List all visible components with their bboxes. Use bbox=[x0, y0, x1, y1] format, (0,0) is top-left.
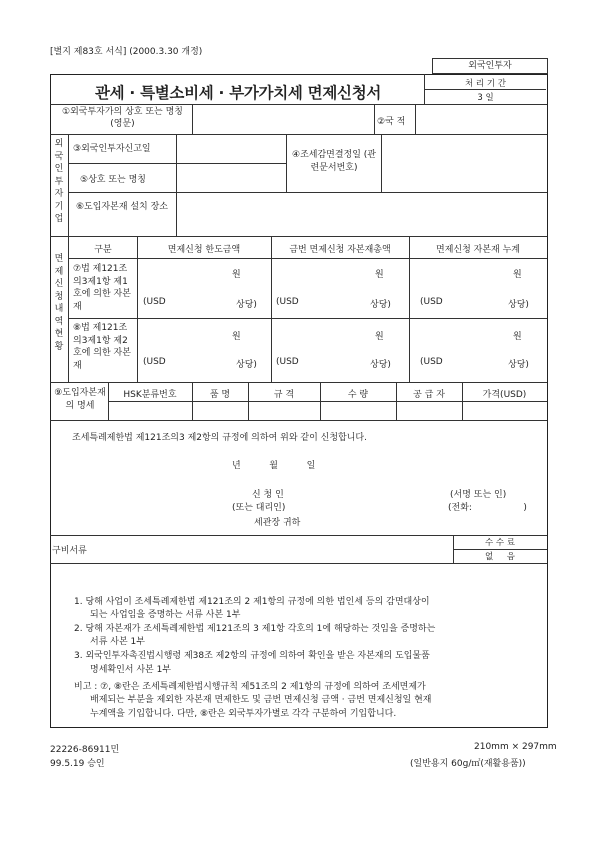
row-8-limit-won: 원 bbox=[232, 332, 241, 342]
goods-header-price: 가격(USD) bbox=[482, 390, 527, 400]
paper-size: 210mm × 297mm bbox=[474, 742, 557, 752]
row-7-current-won: 원 bbox=[375, 270, 384, 280]
doc-item-3: 3. 외국인투자촉진법시행령 제38조 제2항의 규정에 의하여 확인을 받은 자본재의 도입물품 bbox=[74, 651, 430, 661]
applicant-label: 신 청 인 bbox=[252, 490, 284, 500]
goods-spec-input[interactable] bbox=[250, 403, 318, 418]
fee-value: 없 음 bbox=[485, 552, 515, 562]
investment-report-date-label: ③외국인투자신고일 bbox=[73, 144, 151, 154]
row-7-current-usd: (USD bbox=[276, 297, 299, 307]
remark-line-2: 배제되는 부분을 제외한 자본재 면제한도 및 금번 면제신청 금액 · 금번 면제신청일 현재 bbox=[90, 695, 432, 705]
goods-supplier-input[interactable] bbox=[398, 403, 460, 418]
doc-item-2: 2. 당해 자본재가 조세특례제한법 제121조의 3 제1항 각호의 1에 해당하는 것임을 증명하는 bbox=[74, 624, 436, 634]
header-current-total: 금번 면제신청 자본재총액 bbox=[289, 245, 391, 255]
agent-label: (또는 대리인) bbox=[232, 503, 286, 513]
goods-header-spec: 규 격 bbox=[273, 390, 295, 400]
approval-date: 99.5.19 승인 bbox=[50, 759, 105, 769]
goods-price-input[interactable] bbox=[464, 403, 545, 418]
row-8-cumulative-won: 원 bbox=[513, 332, 522, 342]
nationality-input[interactable] bbox=[417, 106, 545, 132]
signature-label: (서명 또는 인) bbox=[450, 490, 507, 500]
row-7-label: ⑦법 제121조의3제1항 제1호에 의한 자본재 bbox=[73, 264, 131, 312]
header-cumulative: 면제신청 자본재 누계 bbox=[436, 245, 520, 255]
goods-header-quantity: 수 량 bbox=[347, 390, 369, 400]
company-name-label: ⑤상호 또는 명칭 bbox=[80, 175, 146, 185]
remark-line-1: 비고 : ⑦, ⑧란은 조세특례제한법시행규칙 제51조의 2 제1항의 규정에 의하여 조세면제가 bbox=[74, 682, 426, 692]
row-8-current-usd-eq: 상당) bbox=[370, 360, 391, 370]
tax-reduction-date-label: ④조세감면결정일 (관련문서번호) bbox=[292, 150, 376, 173]
row-7-limit-usd-eq: 상당) bbox=[236, 300, 257, 310]
investor-name-input[interactable] bbox=[194, 106, 372, 132]
row-8-limit-usd: (USD bbox=[143, 357, 166, 367]
customs-addressee: 세관장 귀하 bbox=[254, 518, 301, 528]
investment-report-date-input[interactable] bbox=[178, 136, 284, 162]
goods-header-supplier: 공 급 자 bbox=[413, 390, 445, 400]
row-8-current-usd: (USD bbox=[276, 357, 299, 367]
installation-place-label: ⑥도입자본재 설치 장소 bbox=[75, 202, 169, 212]
required-docs-label: 구비서류 bbox=[52, 546, 87, 556]
row-8-cumulative-usd: (USD bbox=[420, 357, 443, 367]
tax-reduction-date-input[interactable] bbox=[383, 136, 545, 190]
paper-type: (일반용지 60g/㎡(재활용품)) bbox=[410, 759, 526, 769]
doc-item-2-cont: 서류 사본 1부 bbox=[90, 637, 145, 647]
row-7-current-usd-eq: 상당) bbox=[370, 300, 391, 310]
declaration-date: 년 월 일 bbox=[232, 461, 316, 471]
doc-item-3-cont: 명세확인서 사본 1부 bbox=[90, 665, 172, 675]
header-category: 구분 bbox=[94, 245, 112, 255]
processing-period-value: 3 일 bbox=[477, 93, 494, 103]
investor-name-label: ①외국투자가의 상호 또는 명칭 (영문) bbox=[62, 107, 183, 129]
foreign-invested-company-label: 외국인투자기업 bbox=[54, 139, 64, 224]
goods-header-hsk: HSK분류번호 bbox=[123, 390, 177, 400]
doc-item-1-cont: 되는 사업임을 증명하는 서류 사본 1부 bbox=[90, 610, 241, 620]
remark-line-3: 누계액을 기입합니다. 다만, ⑧란은 외국투자가별로 각각 구분하여 기입합니다. bbox=[90, 709, 397, 719]
processing-period-label: 처 리 기 간 bbox=[465, 79, 506, 89]
row-8-current-won: 원 bbox=[375, 332, 384, 342]
form-title: 관세 · 특별소비세 · 부가가치세 면제신청서 bbox=[94, 84, 382, 102]
installation-place-input[interactable] bbox=[178, 194, 545, 234]
nationality-label: ②국 적 bbox=[377, 117, 406, 127]
row-8-limit-usd-eq: 상당) bbox=[236, 360, 257, 370]
row-7-limit-usd: (USD bbox=[143, 297, 166, 307]
phone-label: (전화: ) bbox=[448, 503, 527, 513]
company-name-input[interactable] bbox=[178, 165, 284, 191]
goods-quantity-input[interactable] bbox=[322, 403, 394, 418]
row-8-label: ⑧법 제121조의3제1항 제2호에 의한 자본재 bbox=[73, 323, 131, 371]
foreign-investment-tag: 외국인투자 bbox=[432, 58, 548, 74]
form-code: 22226-86911민 bbox=[50, 745, 120, 755]
goods-hsk-input[interactable] bbox=[110, 403, 190, 418]
goods-header-name: 품 명 bbox=[209, 390, 231, 400]
exemption-details-label: 면제신청내역현황 bbox=[54, 254, 64, 352]
doc-item-1: 1. 당해 사업이 조세특례제한법 제121조의 2 제1항의 규정에 의한 법인세 등의 감면대상이 bbox=[74, 597, 430, 607]
row-7-cumulative-usd: (USD bbox=[420, 297, 443, 307]
header-limit-amount: 면제신청 한도금액 bbox=[167, 245, 241, 255]
row-7-cumulative-usd-eq: 상당) bbox=[508, 300, 529, 310]
row-7-limit-won: 원 bbox=[232, 270, 241, 280]
fee-label: 수 수 료 bbox=[484, 538, 516, 548]
row-7-cumulative-won: 원 bbox=[513, 270, 522, 280]
goods-name-input[interactable] bbox=[194, 403, 246, 418]
form-reference: [별지 제83호 서식] (2000.3.30 개정) bbox=[50, 47, 203, 57]
declaration-text: 조세특례제한법 제121조의3 제2항의 규정에 의하여 위와 같이 신청합니다. bbox=[72, 433, 367, 443]
goods-label: ⑨도입자본재의 명세 bbox=[54, 388, 106, 411]
row-8-cumulative-usd-eq: 상당) bbox=[508, 360, 529, 370]
